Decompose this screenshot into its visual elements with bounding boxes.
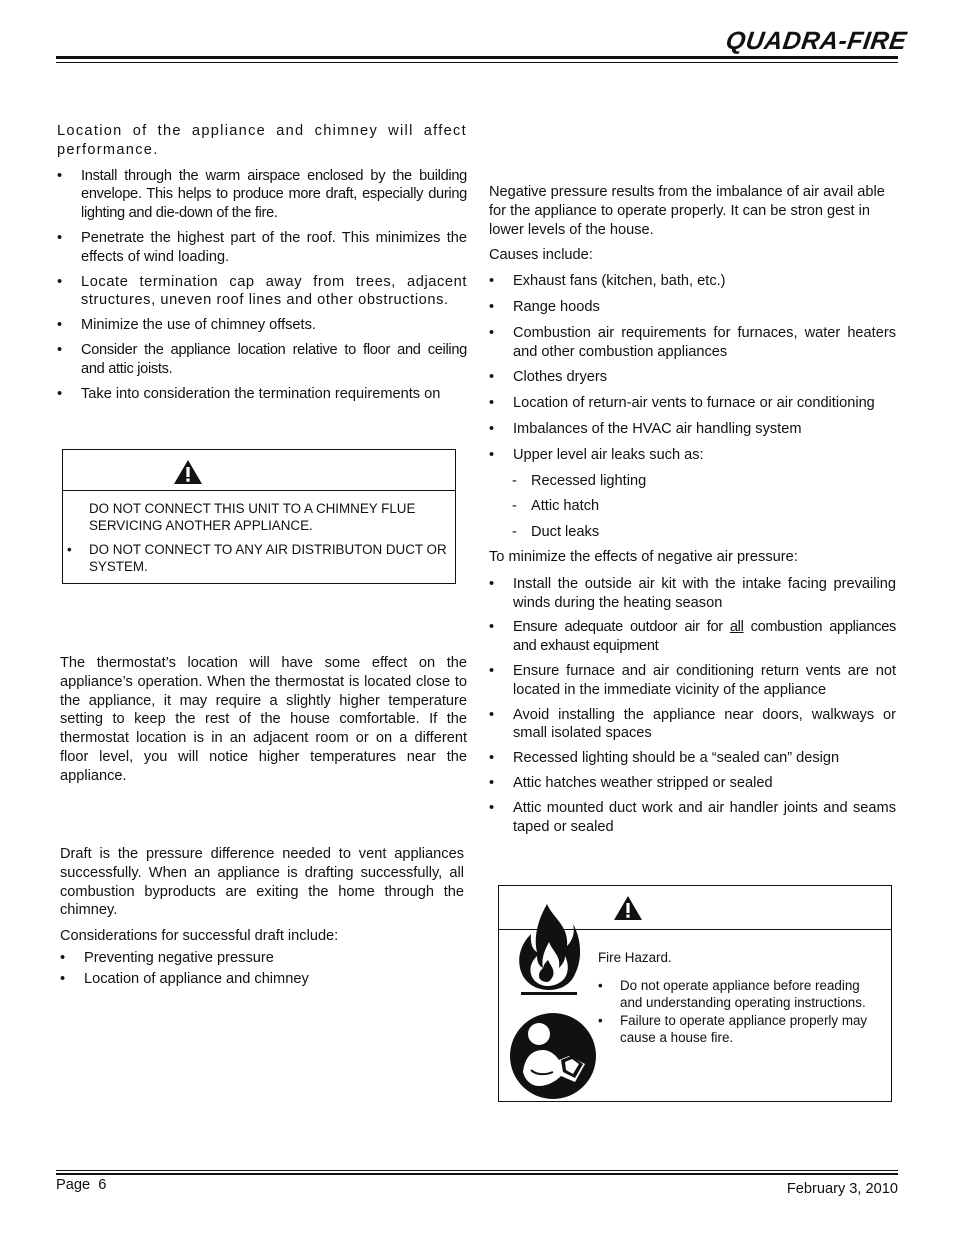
list-item: • Upper level air leaks such as: (489, 446, 704, 463)
warning-text (67, 500, 447, 575)
fire-hazard-text (598, 949, 884, 1046)
list-item: • Combustion air requirements for furnaces, water heaters and other combustion appliances (489, 324, 896, 360)
list-item: • Locate termination cap away from trees, adjacent structures, uneven roof lines and other obstructions. (57, 273, 467, 309)
list-item: • Penetrate the highest part of the roof. This minimizes the effects of wind loading. (57, 229, 467, 265)
list-item: • Attic hatches weather stripped or sealed (489, 774, 773, 791)
header-rule (56, 56, 898, 59)
causes-intro: Causes include: (489, 247, 593, 264)
warning-header (63, 450, 455, 491)
list-item: • Location of return-air vents to furnace or air conditioning (489, 395, 875, 412)
negative-pressure-section (489, 183, 896, 836)
causes-list (489, 272, 896, 542)
draft-text: Draft is the pressure difference needed to vent appliances successfully. When an appliance is drafting successfully, all combustion byproducts are exiting the home through the chimney. (60, 846, 464, 919)
list-item: DO NOT CONNECT THIS UNIT TO A CHIMNEY FLUE SERVICING ANOTHER APPLIANCE. (89, 501, 416, 533)
warning-triangle-icon (613, 895, 643, 921)
warning-triangle-icon (173, 459, 203, 485)
list-item: - Duct leaks (512, 524, 600, 541)
considerations-intro: Considerations for successful draft include: (60, 928, 339, 945)
list-item: - Attic hatch (512, 498, 600, 515)
footer-date: February 3, 2010 (786, 1181, 898, 1197)
fire-hazard-box (498, 885, 892, 1102)
fire-icon (517, 902, 581, 998)
location-section (57, 122, 467, 403)
list-item: • Consider the appliance location relative to floor and ceiling and attic joists. (57, 341, 467, 377)
footer-rule (56, 1173, 898, 1175)
list-item: • Ensure adequate outdoor air for all combustion appliances and exhaust equipment (489, 619, 897, 655)
minimize-list (489, 575, 896, 837)
location-list (57, 167, 467, 404)
list-item: - Recessed lighting (512, 472, 647, 489)
list-item: • Recessed lighting should be a “sealed can” design (489, 750, 840, 767)
list-item: • DO NOT CONNECT TO ANY AIR DISTRIBUTON DUCT OR SYSTEM. (67, 542, 447, 574)
list-item: • Exhaust fans (kitchen, bath, etc.) (489, 273, 726, 290)
thermostat-section (60, 654, 467, 786)
list-item: • Install through the warm airspace enclosed by the building envelope. This helps to produce more draft, especially during lighting and die-down of the fire. (57, 167, 467, 222)
list-item: • Minimize the use of chimney offsets. (57, 317, 316, 334)
warning-box (62, 449, 456, 584)
read-manual-icon (509, 1012, 597, 1100)
list-item: • Imbalances of the HVAC air handling system (489, 420, 802, 437)
header-rule-thin (56, 62, 898, 63)
draft-section (60, 845, 464, 989)
fire-hazard-title: Fire Hazard. (598, 950, 672, 965)
list-item: • Avoid installing the appliance near doors, walkways or small isolated spaces (489, 706, 896, 742)
list-item: • Attic mounted duct work and air handler joints and seams taped or sealed (489, 799, 896, 835)
brand-logo: QUADRA-FIRE (724, 27, 909, 55)
negative-text: Negative pressure results from the imbalance of air avail able for the appliance to operate properly. It can be stron gest in lower levels of the house. (489, 184, 885, 238)
list-item: • Take into consideration the termination requirements on (57, 385, 441, 402)
list-item: • Clothes dryers (489, 369, 608, 386)
list-item: • Install the outside air kit with the intake facing prevailing winds during the heating season (489, 575, 896, 611)
minimize-intro: To minimize the effects of negative air pressure: (489, 548, 798, 565)
considerations-list (60, 949, 464, 989)
footer-rule-thin (56, 1170, 898, 1171)
list-item: • Preventing negative pressure (60, 949, 274, 966)
list-item: • Location of appliance and chimney (60, 970, 309, 987)
list-item: • Do not operate appliance before reading and understanding operating instructions. (598, 978, 866, 1010)
thermostat-text: The thermostat’s location will have some effect on the appliance’s operation. When the thermostat is located close to the appliance, it may require a slightly higher temperature setting to keep the rest of the house comfortable. If the thermostat location is in an adjacent room or on a different floor level, you will notice higher temperatures near the appliance. (60, 655, 467, 784)
list-item: • Failure to operate appliance properly may cause a house fire. (598, 1013, 868, 1045)
location-intro: Location of the appliance and chimney will affect performance. (57, 123, 467, 158)
list-item: • Ensure furnace and air conditioning return vents are not located in the immediate vicinity of the appliance (489, 662, 896, 698)
page-number: Page 6 (56, 1177, 107, 1193)
list-item: • Range hoods (489, 298, 600, 315)
